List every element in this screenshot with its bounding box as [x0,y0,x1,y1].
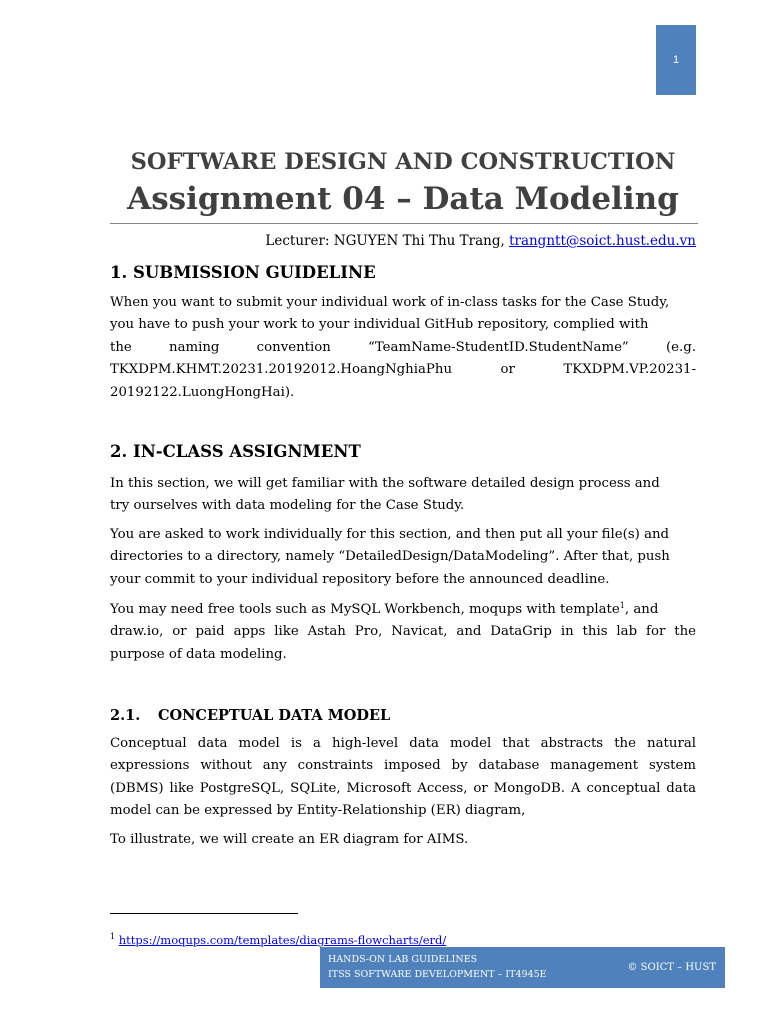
footer-bar [320,947,725,988]
footnote-link[interactable]: https://moqups.com/templates/diagrams-flowcharts/erd/ [118,933,447,947]
paragraph-line: model can be expressed by Entity-Relationship (ER) diagram, [110,803,526,819]
section-2-1-heading [110,705,390,727]
paragraph-line: TKXDPM.KHMT.20231.20192012.HoangNghiaPhu or TKXDPM.VP.20231- [110,362,696,378]
footer-copyright: © SOICT – HUST [627,962,716,973]
section-title: CONCEPTUAL DATA MODEL [158,707,391,724]
course-title: SOFTWARE DESIGN AND CONSTRUCTION [130,149,676,175]
paragraph-line: your commit to your individual repository before the announced deadline. [110,571,610,587]
footnote [110,932,446,948]
paragraph-line: (DBMS) like PostgreSQL, SQLite, Microsoft Access, or MongoDB. A conceptual data [110,780,696,796]
section-1-heading: 1. SUBMISSION GUIDELINE [110,263,376,282]
paragraph-line: 20192122.LuongHongHai). [110,384,295,400]
lecturer-line [110,231,696,251]
lecturer-name: Lecturer: NGUYEN Thi Thu Trang, [265,233,510,249]
footer-line-2: ITSS SOFTWARE DEVELOPMENT – IT4945E [328,969,547,980]
paragraph-line: try ourselves with data modeling for the Case Study. [110,498,465,514]
section-2-paragraph-3 [110,599,696,666]
section-2-paragraph-1 [110,473,696,518]
section-number: 2.1. [110,707,141,724]
lecturer-email-link[interactable]: trangntt@soict.hust.edu.vn [509,233,696,249]
paragraph-line: you have to push your work to your individual GitHub repository, complied with [110,317,649,333]
paragraph-line: You are asked to work individually for this section, and then put all your file(s) and [110,527,670,542]
paragraph-line: draw.io, or paid apps like Astah Pro, Navicat, and DataGrip in this lab for the [110,624,696,640]
section-2-1-paragraph-2 [110,829,696,851]
paragraph-line: expressions without any constraints imposed by database management system [110,758,696,774]
footnote-mark: 1 [110,932,116,941]
footer-left [328,952,547,982]
section-2-paragraph-2 [110,524,696,591]
paragraph-line: When you want to submit your individual work of in-class tasks for the Case Study, [110,295,670,310]
paragraph-line [110,599,696,621]
section-2-1-paragraph-1 [110,733,696,823]
footer-line-1: HANDS-ON LAB GUIDELINES [328,954,478,965]
text-span: , and [624,602,659,617]
assignment-title: Assignment 04 – Data Modeling [127,181,679,217]
paragraph-line: the naming convention “TeamName-StudentID.StudentName” (e.g. [110,339,696,355]
paragraph-line: Conceptual data model is a high-level data model that abstracts the natural [110,736,696,751]
section-1-paragraph [110,292,696,404]
title-divider [110,223,698,224]
text-span: You may need free tools such as MySQL Workbench, moqups with template [110,602,620,617]
paragraph-line: To illustrate, we will create an ER diagram for AIMS. [110,832,469,847]
paragraph-line: In this section, we will get familiar with the software detailed design process and [110,476,660,491]
page-number-box [656,25,696,95]
footnote-divider [110,913,298,914]
footnote-reference[interactable]: 1 [619,601,625,610]
section-2-heading: 2. IN-CLASS ASSIGNMENT [110,442,361,461]
paragraph-line: directories to a directory, namely “DetailedDesign/DataModeling”. After that, push [110,549,670,565]
paragraph-line: purpose of data modeling. [110,646,287,662]
page-number: 1 [672,54,680,66]
